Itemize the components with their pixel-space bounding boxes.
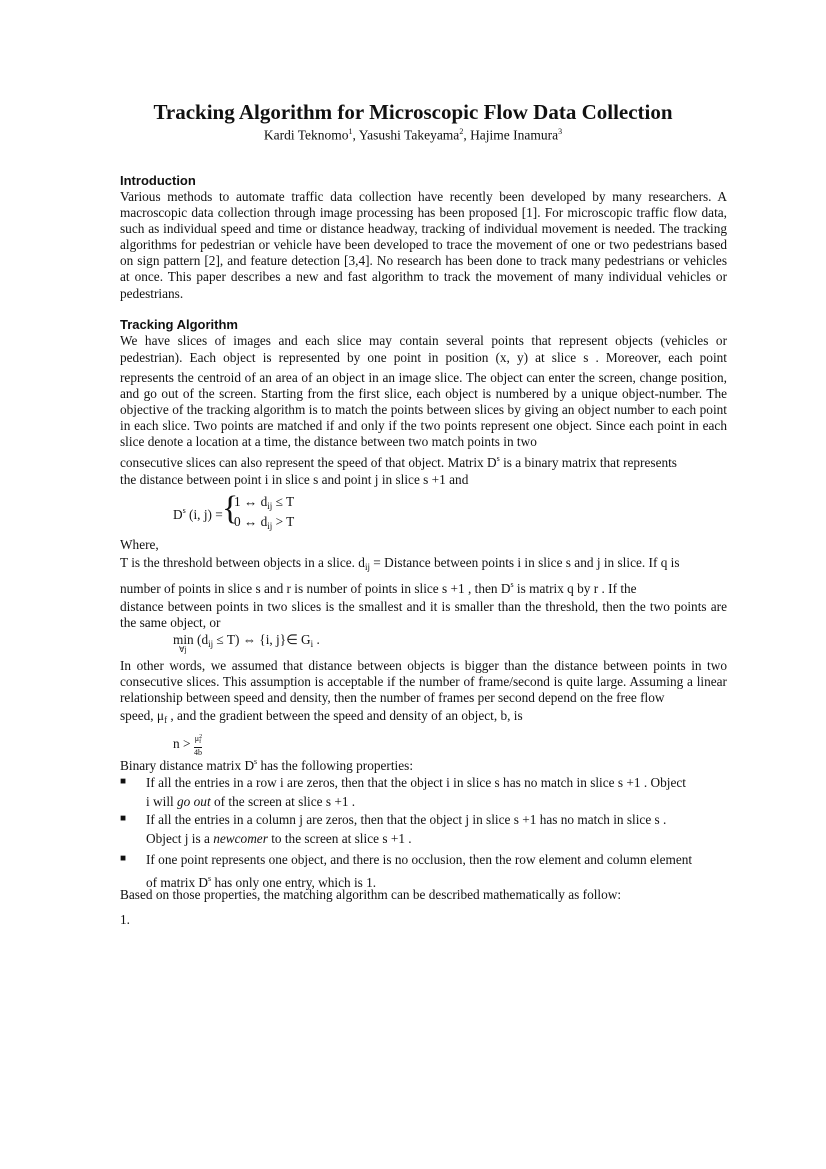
property-1: If all the entries in a row i are zeros, then that the object i in slice s has no match in slice s +1 . Object i will go out of the screen at slice s +1 .	[146, 775, 686, 809]
property-3: If one point represents one object, and there is no occlusion, then the row element and column element of matrix $D^s$ has only one entry, which is 1.	[146, 852, 693, 890]
equation-min-condition: min ∀j $(d_{ij} \le T)$ ⇔ {i, j}∈ $G_i$ .	[173, 632, 320, 654]
heading-introduction: Introduction	[120, 173, 196, 188]
tracking-line-matrix: consecutive slices can also represent the speed of that object. Matrix $D^s$ is a binary matrix that represents	[120, 454, 677, 470]
equation-frames-bound: n > $\frac{\mu^2_f}{4b}$	[173, 734, 203, 757]
where-line-1: T is the threshold between objects in a slice. $d_{ij}$ = Distance between points i in slice s and j in slice. If q is	[120, 555, 680, 572]
author-3-affil: 3	[558, 127, 563, 136]
properties-intro: Binary distance matrix $D^s$ has the following properties:	[120, 757, 414, 773]
author-3: , Hajime Inamura	[463, 127, 559, 143]
heading-tracking-algorithm: Tracking Algorithm	[120, 317, 238, 332]
assumption-last-line: speed, $\mu_f$ , and the gradient between the speed and density of an object, b, is	[120, 708, 523, 725]
tracking-line-2: pedestrian). Each object is represented by one point in position (x, y) at slice s . Moreover, each point	[120, 350, 727, 365]
property-2: If all the entries in a column j are zeros, then that the object j in slice s +1 has no match in slice s . Object j is a newcomer to the screen at slice s +1 .	[146, 812, 667, 846]
author-line	[0, 127, 826, 144]
introduction-paragraph: Various methods to automate traffic data collection have recently been developed by many researchers. A macroscopic data collection through image processing has been proposed [1]. For microscopic traffic flow data, such as individual speed and time or distance headway, tracking of individual movement is needed. The tracking algorithms for pedestrian or vehicle have been developed to trace the movement of one or two pedestrians based on sign pattern [2], and feature detection [3,4]. No research has been done to track many pedestrians or vehicles at once. This paper describes a new and fast algorithm to track the movement of many individual vehicles or pedestrians.	[120, 189, 727, 301]
equation-binary-matrix-lhs: $D^s$ (i, j) =	[173, 506, 223, 522]
author-2: , Yasushi Takeyama	[352, 127, 460, 143]
author-2-affil: 2	[459, 127, 464, 136]
bullet-icon: ■	[120, 776, 127, 787]
author-1-affil: 1	[348, 127, 353, 136]
author-1: Kardi Teknomo	[263, 127, 349, 143]
where-line-2: number of points in slice s and r is number of points in slice s +1 , then $D^s$ is matrix q by r . If the	[120, 580, 637, 596]
step-number: 1.	[120, 912, 130, 927]
where-line-3: distance between points in two slices is the smallest and it is smaller than the threshold, then the two points are the same object, or	[120, 599, 727, 631]
bullet-icon: ■	[120, 853, 127, 864]
equation-case-1: 1 ↔ $d_{ij} \le T$	[234, 494, 295, 511]
tracking-line-distance: the distance between point i in slice s and point j in slice s +1 and	[120, 472, 469, 487]
bullet-icon: ■	[120, 813, 127, 824]
where-label: Where,	[120, 537, 159, 552]
paper-title: Tracking Algorithm for Microscopic Flow Data Collection	[153, 100, 673, 124]
equation-brace: {	[222, 490, 239, 527]
assumption-paragraph: In other words, we assumed that distance between objects is bigger than the distance between points in two consecutive slices. This assumption is acceptable if the number of frame/second is quite large. Assuming a linear relationship between speed and density, then the number of frames per second depend on the free flow	[120, 658, 727, 706]
tracking-line-1: We have slices of images and each slice may contain several points that represent objects (vehicles or	[120, 333, 727, 348]
tracking-paragraph: represents the centroid of an area of an object in an image slice. The object can enter the screen, change position, and go out of the screen. Starting from the first slice, each object is numbered by a unique object-number. The objective of the tracking algorithm is to match the points between slices by giving an object number to each point in each slice. Two points are matched if and only if the two points represent one object. Since each point in each slice denote a location at a time, the distance between two match points in two	[120, 370, 727, 450]
equation-case-2: 0 ↔ $d_{ij} > T$	[234, 514, 295, 531]
closing-sentence: Based on those properties, the matching algorithm can be described mathematically as follow:	[120, 887, 622, 902]
